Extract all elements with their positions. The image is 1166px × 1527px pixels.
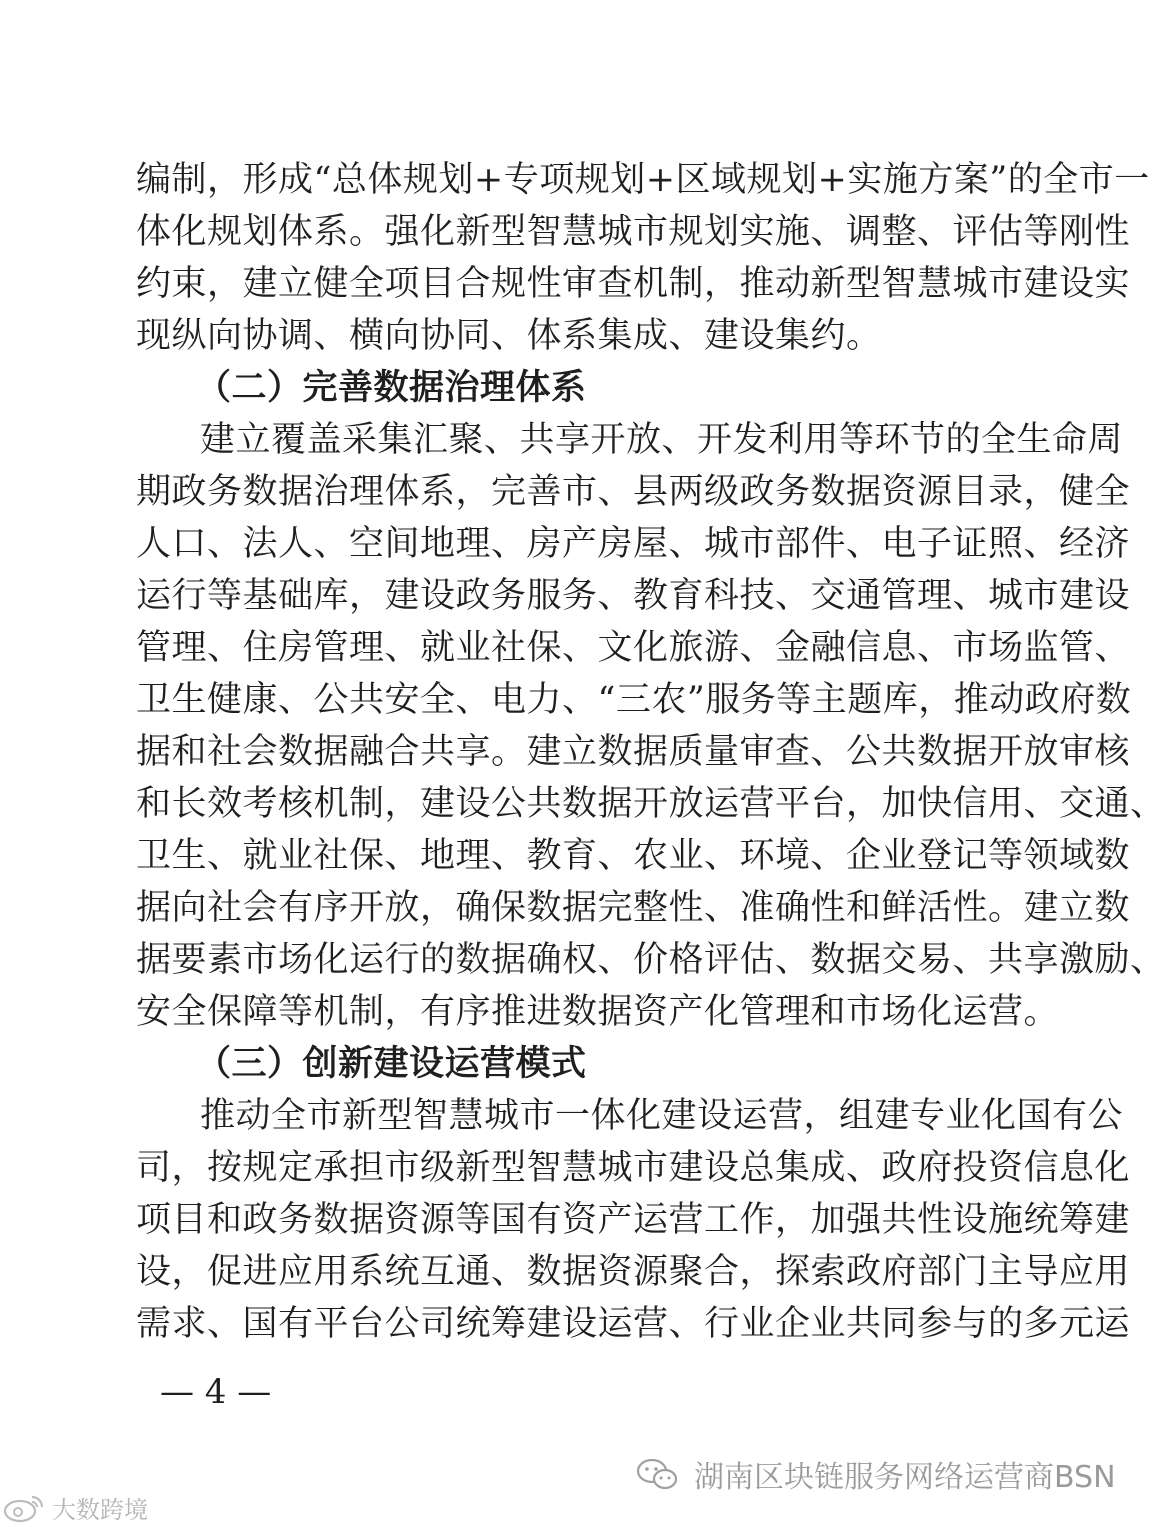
paragraph-line: 编制，形成“总体规划+专项规划+区域规划+实施方案”的全市一 bbox=[136, 160, 1150, 200]
paragraph-line: 项目和政务数据资源等国有资产运营工作，加强共性设施统筹建 bbox=[136, 1200, 1131, 1240]
watermark-left-text: 大数跨境 bbox=[52, 1496, 148, 1524]
paragraph-line: 据要素市场化运行的数据确权、价格评估、数据交易、共享激励、 bbox=[136, 940, 1166, 980]
paragraph-line: 安全保障等机制，有序推进数据资产化管理和市场化运营。 bbox=[136, 992, 1060, 1032]
paragraph-line: 卫生、就业社保、地理、教育、农业、环境、企业登记等领域数 bbox=[136, 836, 1131, 876]
paragraph-line: 和长效考核机制，建设公共数据开放运营平台，加快信用、交通、 bbox=[136, 784, 1166, 824]
weibo-icon bbox=[2, 1493, 46, 1523]
paragraph-line: 司，按规定承担市级新型智慧城市建设总集成、政府投资信息化 bbox=[136, 1148, 1131, 1188]
paragraph-line: 卫生健康、公共安全、电力、“三农”服务等主题库，推动政府数 bbox=[136, 680, 1132, 720]
watermark-wechat-account bbox=[636, 1452, 1116, 1496]
paragraph-line: 建立覆盖采集汇聚、共享开放、开发利用等环节的全生命周 bbox=[200, 420, 1124, 460]
wechat-icon bbox=[636, 1457, 678, 1491]
paragraph-line: 推动全市新型智慧城市一体化建设运营，组建专业化国有公 bbox=[200, 1096, 1124, 1136]
watermark-right-text: 湖南区块链服务网络运营商BSN bbox=[694, 1460, 1116, 1495]
paragraph-line: 需求、国有平台公司统筹建设运营、行业企业共同参与的多元运 bbox=[136, 1304, 1131, 1344]
paragraph-line: 据和社会数据融合共享。建立数据质量审查、公共数据开放审核 bbox=[136, 732, 1131, 772]
section-heading-2: （二）完善数据治理体系 bbox=[196, 367, 587, 408]
paragraph-line: 据向社会有序开放，确保数据完整性、准确性和鲜活性。建立数 bbox=[136, 888, 1131, 928]
paragraph-line: 体化规划体系。强化新型智慧城市规划实施、调整、评估等刚性 bbox=[136, 212, 1131, 252]
paragraph-line: 期政务数据治理体系，完善市、县两级政务数据资源目录，健全 bbox=[136, 472, 1131, 512]
page-number: — 4 — bbox=[160, 1372, 272, 1412]
paragraph-line: 设，促进应用系统互通、数据资源聚合，探索政府部门主导应用 bbox=[136, 1252, 1131, 1292]
paragraph-line: 现纵向协调、横向协同、体系集成、建设集约。 bbox=[136, 316, 882, 356]
paragraph-line: 管理、住房管理、就业社保、文化旅游、金融信息、市场监管、 bbox=[136, 628, 1131, 668]
paragraph-line: 人口、法人、空间地理、房产房屋、城市部件、电子证照、经济 bbox=[136, 524, 1131, 564]
watermark-weibo-account bbox=[2, 1490, 148, 1525]
paragraph-line: 约束，建立健全项目合规性审查机制，推动新型智慧城市建设实 bbox=[136, 264, 1131, 304]
section-heading-3: （三）创新建设运营模式 bbox=[196, 1043, 587, 1084]
paragraph-line: 运行等基础库，建设政务服务、教育科技、交通管理、城市建设 bbox=[136, 576, 1131, 616]
